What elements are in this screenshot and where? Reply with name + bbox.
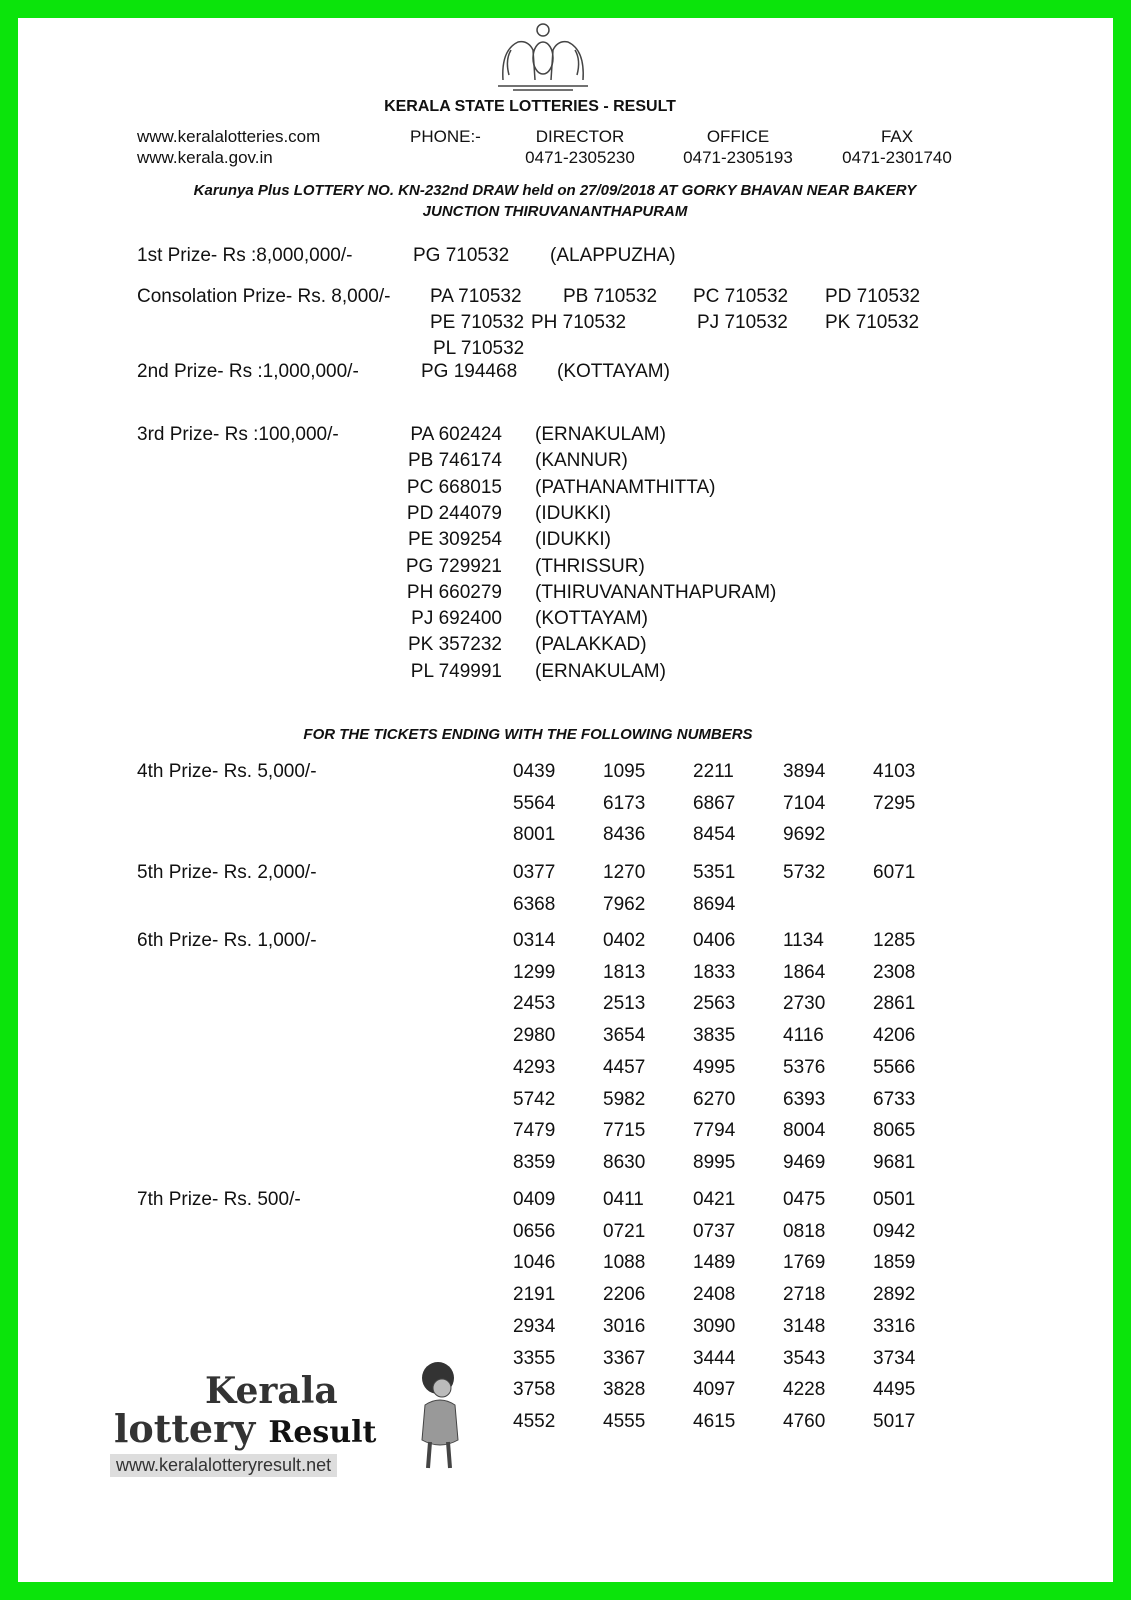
office-phone: 0471-2305193 bbox=[683, 148, 793, 167]
third-prize-label: 3rd Prize- Rs :100,000/- bbox=[137, 424, 339, 445]
prize-label: 5th Prize- Rs. 2,000/- bbox=[137, 862, 317, 883]
winning-number: 4760 bbox=[783, 1410, 826, 1432]
third-prize-place: (ERNAKULAM) bbox=[535, 660, 666, 682]
winning-number: 0409 bbox=[513, 1189, 556, 1210]
winning-number: 3367 bbox=[603, 1347, 646, 1369]
winning-number: 3835 bbox=[693, 1025, 736, 1047]
third-prize-place: (PATHANAMTHITTA) bbox=[535, 476, 716, 498]
winning-number: 5732 bbox=[783, 862, 826, 883]
winning-number: 2563 bbox=[693, 993, 736, 1015]
winning-number: 1270 bbox=[603, 862, 646, 883]
winning-number: 5376 bbox=[783, 1056, 826, 1078]
winning-number: 0737 bbox=[693, 1220, 736, 1242]
first-prize-place: (ALAPPUZHA) bbox=[550, 245, 676, 266]
third-prize-place: (ERNAKULAM) bbox=[535, 424, 666, 445]
winning-number: 3828 bbox=[603, 1379, 646, 1401]
consolation-ticket: PJ 710532 bbox=[697, 312, 788, 333]
winning-number: 0818 bbox=[783, 1220, 826, 1242]
winning-number: 4103 bbox=[873, 761, 916, 782]
first-prize-ticket: PG 710532 bbox=[413, 245, 510, 266]
third-prize-ticket: PA 602424 bbox=[410, 424, 502, 445]
winning-number: 4457 bbox=[603, 1056, 646, 1078]
consolation-ticket: PB 710532 bbox=[563, 286, 658, 307]
third-prize-ticket: PJ 692400 bbox=[411, 608, 502, 630]
third-prize-place: (PALAKKAD) bbox=[535, 634, 647, 656]
winning-number: 1134 bbox=[783, 930, 824, 951]
winning-number: 6368 bbox=[513, 893, 556, 915]
winning-number: 1299 bbox=[513, 961, 556, 983]
consolation-ticket: PC 710532 bbox=[693, 286, 789, 307]
winning-number: 1813 bbox=[603, 961, 646, 983]
winning-number: 2211 bbox=[693, 761, 734, 782]
winning-number: 2513 bbox=[603, 993, 646, 1015]
winning-number: 3758 bbox=[513, 1379, 556, 1401]
winning-number: 2934 bbox=[513, 1315, 556, 1337]
prize-label: 6th Prize- Rs. 1,000/- bbox=[137, 930, 317, 951]
winning-number: 1769 bbox=[783, 1252, 826, 1274]
winning-number: 5351 bbox=[693, 862, 736, 883]
third-prize-place: (THRISSUR) bbox=[535, 555, 645, 577]
winning-number: 2980 bbox=[513, 1025, 556, 1047]
winning-number: 6733 bbox=[873, 1088, 916, 1110]
winning-number: 8359 bbox=[513, 1151, 556, 1173]
consolation-ticket: PA 710532 bbox=[430, 286, 522, 307]
result-sheet bbox=[18, 18, 1113, 1582]
winning-number: 2730 bbox=[783, 993, 826, 1015]
winning-number: 3090 bbox=[693, 1315, 736, 1337]
winning-number: 8995 bbox=[693, 1151, 736, 1173]
winning-number: 5017 bbox=[873, 1410, 916, 1432]
prize-label: 4th Prize- Rs. 5,000/- bbox=[137, 761, 317, 782]
consolation-ticket: PH 710532 bbox=[531, 312, 627, 333]
logo-url: www.keralalotteryresult.net bbox=[110, 1454, 337, 1477]
winning-number: 0421 bbox=[693, 1189, 736, 1210]
winning-number: 8004 bbox=[783, 1120, 826, 1142]
winning-number: 0402 bbox=[603, 930, 646, 951]
winning-number: 3654 bbox=[603, 1025, 646, 1047]
consolation-ticket: PK 710532 bbox=[825, 312, 920, 333]
third-prize-place: (KANNUR) bbox=[535, 450, 628, 472]
website-link: www.kerala.gov.in bbox=[137, 148, 273, 167]
winning-number: 8454 bbox=[693, 824, 736, 846]
winning-number: 8630 bbox=[603, 1151, 646, 1173]
winning-number: 0501 bbox=[873, 1189, 916, 1210]
winning-number: 2206 bbox=[603, 1284, 646, 1306]
winning-number: 6867 bbox=[693, 792, 736, 814]
winning-number: 2191 bbox=[513, 1284, 556, 1306]
fax-phone: 0471-2301740 bbox=[842, 148, 952, 167]
third-prize-place: (KOTTAYAM) bbox=[535, 608, 648, 630]
winning-number: 4293 bbox=[513, 1056, 556, 1078]
winning-number: 1088 bbox=[603, 1252, 646, 1274]
winning-number: 0721 bbox=[603, 1220, 646, 1242]
winning-number: 4995 bbox=[693, 1056, 736, 1078]
winning-number: 2861 bbox=[873, 993, 916, 1015]
winning-number: 3444 bbox=[693, 1347, 736, 1369]
mascot-icon bbox=[410, 1360, 470, 1470]
director-phone: 0471-2305230 bbox=[525, 148, 635, 167]
winning-number: 4552 bbox=[513, 1410, 556, 1432]
kerala-lottery-result-logo bbox=[110, 1370, 480, 1480]
winning-number: 3543 bbox=[783, 1347, 826, 1369]
winning-number: 8694 bbox=[693, 893, 736, 915]
third-prize-place: (IDUKKI) bbox=[535, 529, 611, 551]
winning-number: 9692 bbox=[783, 824, 826, 846]
winning-number: 1859 bbox=[873, 1252, 916, 1274]
winning-number: 8001 bbox=[513, 824, 556, 846]
winning-number: 5742 bbox=[513, 1088, 556, 1110]
winning-number: 5566 bbox=[873, 1056, 916, 1078]
winning-number: 2718 bbox=[783, 1284, 826, 1306]
winning-number: 6270 bbox=[693, 1088, 736, 1110]
winning-number: 0942 bbox=[873, 1220, 916, 1242]
winning-number: 2308 bbox=[873, 961, 916, 983]
winning-number: 7104 bbox=[783, 792, 826, 814]
third-prize-ticket: PH 660279 bbox=[406, 581, 502, 603]
winning-number: 4555 bbox=[603, 1410, 646, 1432]
winning-number: 6393 bbox=[783, 1088, 826, 1110]
third-prize-ticket: PE 309254 bbox=[407, 529, 502, 551]
winning-number: 7962 bbox=[603, 893, 646, 915]
winning-number: 0314 bbox=[513, 930, 556, 951]
third-prize-place: (IDUKKI) bbox=[535, 502, 611, 524]
winning-number: 7295 bbox=[873, 792, 916, 814]
winning-number: 1864 bbox=[783, 961, 826, 983]
winning-number: 1285 bbox=[873, 930, 916, 951]
winning-number: 7794 bbox=[693, 1120, 736, 1142]
draw-info: JUNCTION THIRUVANANTHAPURAM bbox=[422, 203, 688, 220]
third-prize-ticket: PK 357232 bbox=[407, 634, 502, 656]
winning-number: 1046 bbox=[513, 1252, 556, 1274]
website-link: www.keralalotteries.com bbox=[137, 127, 321, 146]
winning-number: 3734 bbox=[873, 1347, 916, 1369]
second-prize-label: 2nd Prize- Rs :1,000,000/- bbox=[137, 361, 359, 382]
winning-number: 3148 bbox=[783, 1315, 826, 1337]
second-prize-place: (KOTTAYAM) bbox=[557, 361, 670, 382]
third-prize-ticket: PG 729921 bbox=[405, 555, 502, 577]
consolation-ticket: PL 710532 bbox=[433, 338, 525, 359]
winning-number: 3355 bbox=[513, 1347, 556, 1369]
consolation-prize-label: Consolation Prize- Rs. 8,000/- bbox=[137, 286, 391, 307]
logo-text: Kerala bbox=[205, 1370, 338, 1412]
winning-number: 1489 bbox=[693, 1252, 736, 1274]
director-label: DIRECTOR bbox=[535, 127, 625, 146]
third-prize-ticket: PC 668015 bbox=[406, 476, 502, 498]
ending-note: FOR THE TICKETS ENDING WITH THE FOLLOWING NUMBERS bbox=[303, 726, 753, 743]
winning-number: 2453 bbox=[513, 993, 556, 1015]
prize-label: 7th Prize- Rs. 500/- bbox=[137, 1189, 301, 1210]
winning-number: 0475 bbox=[783, 1189, 826, 1210]
winning-number: 4097 bbox=[693, 1379, 736, 1401]
winning-number: 7715 bbox=[603, 1120, 646, 1142]
winning-number: 4116 bbox=[783, 1025, 824, 1047]
winning-number: 4206 bbox=[873, 1025, 916, 1047]
logo-text: lottery Result bbox=[114, 1406, 377, 1451]
third-prize-place: (THIRUVANANTHAPURAM) bbox=[535, 581, 777, 603]
winning-number: 8436 bbox=[603, 824, 646, 846]
consolation-ticket: PE 710532 bbox=[430, 312, 525, 333]
winning-number: 0406 bbox=[693, 930, 736, 951]
winning-number: 0656 bbox=[513, 1220, 556, 1242]
winning-number: 3316 bbox=[873, 1315, 916, 1337]
winning-number: 1833 bbox=[693, 961, 736, 983]
first-prize-label: 1st Prize- Rs :8,000,000/- bbox=[137, 245, 353, 266]
winning-number: 6173 bbox=[603, 792, 646, 814]
third-prize-ticket: PL 749991 bbox=[410, 660, 502, 682]
winning-number: 3016 bbox=[603, 1315, 646, 1337]
winning-number: 2408 bbox=[693, 1284, 736, 1306]
winning-number: 0439 bbox=[513, 761, 556, 782]
winning-number: 0411 bbox=[603, 1189, 644, 1210]
winning-number: 6071 bbox=[873, 862, 916, 883]
third-prize-ticket: PD 244079 bbox=[406, 502, 502, 524]
winning-number: 2892 bbox=[873, 1284, 916, 1306]
winning-number: 4615 bbox=[693, 1410, 736, 1432]
winning-number: 4228 bbox=[783, 1379, 826, 1401]
winning-number: 1095 bbox=[603, 761, 646, 782]
winning-number: 5564 bbox=[513, 792, 556, 814]
third-prize-ticket: PB 746174 bbox=[407, 450, 502, 472]
kerala-emblem-icon bbox=[493, 20, 593, 92]
second-prize-ticket: PG 194468 bbox=[421, 361, 518, 382]
consolation-ticket: PD 710532 bbox=[825, 286, 921, 307]
winning-number: 4495 bbox=[873, 1379, 916, 1401]
winning-number: 7479 bbox=[513, 1120, 556, 1142]
draw-info: Karunya Plus LOTTERY NO. KN-232nd DRAW held on 27/09/2018 AT GORKY BHAVAN NEAR BAKERY bbox=[193, 182, 917, 199]
winning-number: 3894 bbox=[783, 761, 826, 782]
winning-number: 9469 bbox=[783, 1151, 826, 1173]
winning-number: 5982 bbox=[603, 1088, 646, 1110]
winning-number: 8065 bbox=[873, 1120, 916, 1142]
office-label: OFFICE bbox=[706, 127, 770, 146]
phone-label: PHONE:- bbox=[410, 127, 481, 146]
winning-number: 0377 bbox=[513, 862, 556, 883]
winning-number: 9681 bbox=[873, 1151, 916, 1173]
fax-label: FAX bbox=[880, 127, 914, 146]
page-title: KERALA STATE LOTTERIES - RESULT bbox=[384, 98, 676, 115]
